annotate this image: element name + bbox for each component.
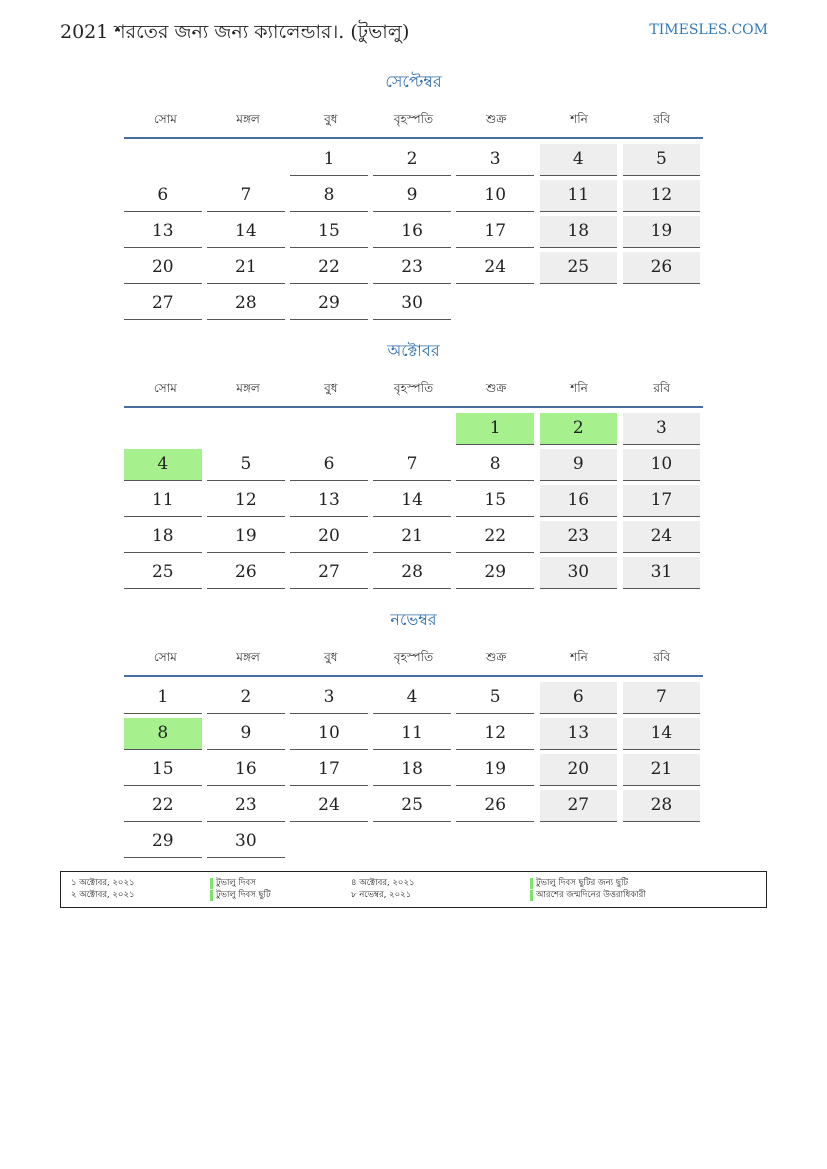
day-cell: 11 <box>373 718 451 750</box>
day-cell: 8 <box>456 449 534 481</box>
weekday-label: বুধ <box>324 380 338 395</box>
day-cell: 17 <box>290 754 368 786</box>
day-cell: 28 <box>623 790 701 822</box>
day-cell: 18 <box>540 216 618 248</box>
week-row <box>124 680 703 716</box>
empty-cell <box>540 826 618 857</box>
week-row <box>124 250 703 286</box>
day-cell: 11 <box>540 180 618 212</box>
day-cell: 26 <box>456 790 534 822</box>
empty-cell <box>540 288 618 319</box>
legend-date: ১ অক্টোবর, ২০২১ <box>71 878 135 888</box>
day-cell: 28 <box>373 557 451 589</box>
legend-holiday-name: টুভালু দিবস ছুটির জন্য ছুটি <box>536 878 629 888</box>
weekday-label: শুক্র <box>486 111 507 126</box>
legend-date: ৪ অক্টোবর, ২০২১ <box>351 878 415 888</box>
day-cell: 9 <box>207 718 285 750</box>
day-cell: 17 <box>623 485 701 517</box>
day-cell: 2 <box>373 144 451 176</box>
day-cell: 3 <box>456 144 534 176</box>
empty-cell <box>623 826 701 857</box>
day-cell: 26 <box>623 252 701 284</box>
day-cell: 27 <box>540 790 618 822</box>
day-cell: 25 <box>540 252 618 284</box>
day-cell: 24 <box>456 252 534 284</box>
weekday-header <box>124 104 703 139</box>
day-cell: 14 <box>207 216 285 248</box>
day-cell: 16 <box>540 485 618 517</box>
legend-date: ২ অক্টোবর, ২০২১ <box>71 890 135 900</box>
empty-cell <box>373 413 451 444</box>
day-cell: 24 <box>623 521 701 553</box>
day-cell: 22 <box>456 521 534 553</box>
legend-holiday-name: টুভালু দিবস ছুটি <box>216 890 271 900</box>
day-cell: 23 <box>540 521 618 553</box>
day-cell: 5 <box>207 449 285 481</box>
day-cell: 5 <box>456 682 534 714</box>
empty-cell <box>623 288 701 319</box>
day-cell: 27 <box>124 288 202 320</box>
empty-cell <box>290 413 368 444</box>
week-row <box>124 483 703 519</box>
weekday-label: শুক্র <box>486 649 507 664</box>
weekday-label: শনি <box>570 649 588 664</box>
day-cell: 1 <box>456 413 534 445</box>
day-cell: 13 <box>540 718 618 750</box>
day-cell: 22 <box>124 790 202 822</box>
day-cell: 22 <box>290 252 368 284</box>
weekday-label: মঙ্গল <box>236 649 260 664</box>
week-row <box>124 788 703 824</box>
week-row <box>124 519 703 555</box>
weekday-label: বৃহস্পতি <box>393 111 434 126</box>
day-cell: 23 <box>373 252 451 284</box>
day-cell: 9 <box>540 449 618 481</box>
day-cell: 26 <box>207 557 285 589</box>
week-row <box>124 555 703 591</box>
day-cell: 31 <box>623 557 701 589</box>
day-cell: 30 <box>207 826 285 858</box>
weekday-label: শনি <box>570 111 588 126</box>
day-cell: 21 <box>207 252 285 284</box>
day-cell: 13 <box>290 485 368 517</box>
day-cell: 6 <box>290 449 368 481</box>
weekday-header <box>124 642 703 677</box>
day-cell: 28 <box>207 288 285 320</box>
weekday-label: সোম <box>153 380 177 395</box>
day-cell: 3 <box>290 682 368 714</box>
day-cell: 12 <box>456 718 534 750</box>
day-cell: 1 <box>290 144 368 176</box>
legend-holiday-name: আরশের জন্মদিনের উত্তরাধিকারী <box>536 890 646 900</box>
day-cell: 24 <box>290 790 368 822</box>
day-cell: 2 <box>540 413 618 445</box>
day-cell: 7 <box>207 180 285 212</box>
weekday-label: বুধ <box>324 649 338 664</box>
month-calendar <box>124 339 703 591</box>
empty-cell <box>373 826 451 857</box>
day-cell: 3 <box>623 413 701 445</box>
week-row <box>124 824 703 860</box>
day-cell: 18 <box>124 521 202 553</box>
week-row <box>124 411 703 447</box>
legend-date: ৮ নভেম্বর, ২০২১ <box>351 890 412 900</box>
weekday-label: বৃহস্পতি <box>393 380 434 395</box>
empty-cell <box>124 413 202 444</box>
holiday-legend <box>60 871 767 908</box>
weekday-label: রবি <box>653 380 671 395</box>
day-cell: 16 <box>207 754 285 786</box>
week-row <box>124 214 703 250</box>
day-cell: 27 <box>290 557 368 589</box>
day-cell: 10 <box>290 718 368 750</box>
week-row <box>124 752 703 788</box>
empty-cell <box>456 826 534 857</box>
week-row <box>124 142 703 178</box>
week-row <box>124 178 703 214</box>
day-cell: 19 <box>456 754 534 786</box>
weekday-label: শুক্র <box>486 380 507 395</box>
day-cell: 29 <box>456 557 534 589</box>
day-cell: 8 <box>290 180 368 212</box>
day-cell: 12 <box>207 485 285 517</box>
legend-marker <box>210 890 213 901</box>
month-name: নভেম্বর <box>390 610 437 629</box>
week-row <box>124 286 703 322</box>
day-cell: 2 <box>207 682 285 714</box>
site-link[interactable]: TIMESLES.COM <box>649 22 768 38</box>
empty-cell <box>124 144 202 175</box>
day-cell: 15 <box>456 485 534 517</box>
day-cell: 16 <box>373 216 451 248</box>
month-name: অক্টোবর <box>387 341 440 360</box>
empty-cell <box>207 413 285 444</box>
day-cell: 20 <box>290 521 368 553</box>
day-cell: 11 <box>124 485 202 517</box>
day-cell: 29 <box>124 826 202 858</box>
day-cell: 21 <box>373 521 451 553</box>
day-cell: 17 <box>456 216 534 248</box>
week-row <box>124 716 703 752</box>
month-name: সেপ্টেম্বর <box>385 72 442 91</box>
weekday-label: সোম <box>153 111 177 126</box>
day-cell: 20 <box>540 754 618 786</box>
day-cell: 19 <box>623 216 701 248</box>
day-cell: 13 <box>124 216 202 248</box>
legend-holiday-name: টুভালু দিবস <box>216 878 256 888</box>
empty-cell <box>207 144 285 175</box>
day-cell: 14 <box>623 718 701 750</box>
day-cell: 4 <box>540 144 618 176</box>
day-cell: 6 <box>124 180 202 212</box>
day-cell: 30 <box>373 288 451 320</box>
week-row <box>124 447 703 483</box>
day-cell: 30 <box>540 557 618 589</box>
day-cell: 25 <box>124 557 202 589</box>
empty-cell <box>290 826 368 857</box>
day-cell: 4 <box>373 682 451 714</box>
weekday-label: বৃহস্পতি <box>393 649 434 664</box>
empty-cell <box>456 288 534 319</box>
day-cell: 7 <box>373 449 451 481</box>
day-cell: 6 <box>540 682 618 714</box>
weekday-label: শনি <box>570 380 588 395</box>
day-cell: 1 <box>124 682 202 714</box>
day-cell: 8 <box>124 718 202 750</box>
day-cell: 15 <box>124 754 202 786</box>
day-cell: 4 <box>124 449 202 481</box>
weekday-label: রবি <box>653 111 671 126</box>
legend-marker <box>530 878 533 889</box>
weekday-label: রবি <box>653 649 671 664</box>
day-cell: 9 <box>373 180 451 212</box>
day-cell: 7 <box>623 682 701 714</box>
day-cell: 29 <box>290 288 368 320</box>
month-calendar <box>124 70 703 322</box>
month-calendar <box>124 608 703 860</box>
day-cell: 5 <box>623 144 701 176</box>
day-cell: 14 <box>373 485 451 517</box>
weekday-label: সোম <box>153 649 177 664</box>
day-cell: 21 <box>623 754 701 786</box>
day-cell: 10 <box>456 180 534 212</box>
legend-marker <box>530 890 533 901</box>
day-cell: 15 <box>290 216 368 248</box>
day-cell: 25 <box>373 790 451 822</box>
day-cell: 19 <box>207 521 285 553</box>
day-cell: 23 <box>207 790 285 822</box>
weekday-label: মঙ্গল <box>236 380 260 395</box>
weekday-label: বুধ <box>324 111 338 126</box>
day-cell: 20 <box>124 252 202 284</box>
legend-marker <box>210 878 213 889</box>
day-cell: 10 <box>623 449 701 481</box>
day-cell: 12 <box>623 180 701 212</box>
day-cell: 18 <box>373 754 451 786</box>
weekday-label: মঙ্গল <box>236 111 260 126</box>
page-title: 2021 শরতের জন্য জন্য ক্যালেন্ডার।. (টুভালু) <box>60 21 410 43</box>
weekday-header <box>124 373 703 408</box>
